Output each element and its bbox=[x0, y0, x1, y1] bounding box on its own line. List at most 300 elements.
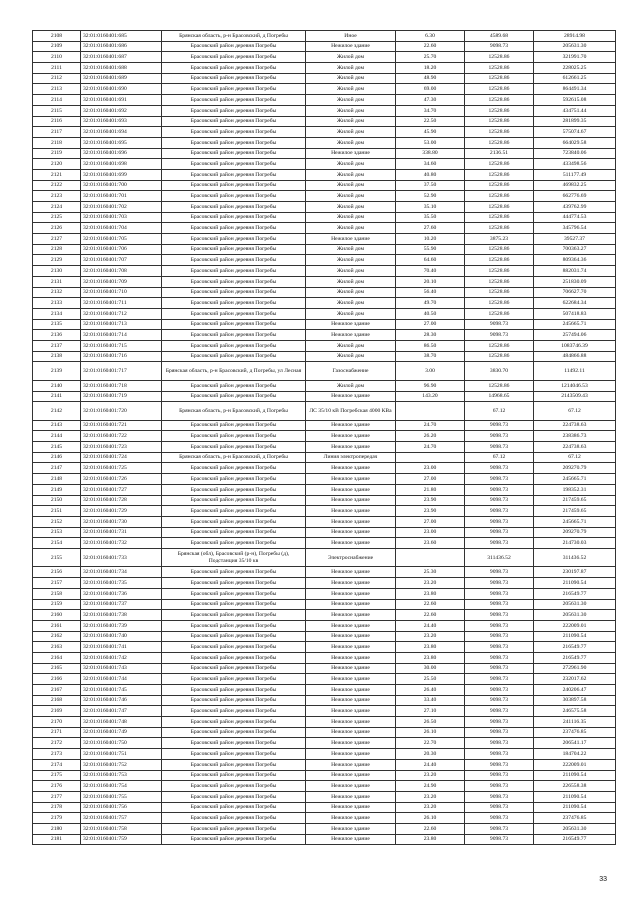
area-cell: 37.50 bbox=[396, 180, 465, 191]
address-cell: Брасовский район деревня Погребы bbox=[162, 298, 306, 309]
row-number-cell: 2169 bbox=[33, 706, 81, 717]
specific-value-cell: 9098.73 bbox=[465, 738, 534, 749]
specific-value-cell: 12528.86 bbox=[465, 73, 534, 84]
specific-value-cell: 9098.73 bbox=[465, 791, 534, 802]
cadastral-value-cell: 622684.34 bbox=[534, 298, 616, 309]
object-type-cell: Нежилое здание bbox=[306, 588, 396, 599]
address-cell: Брянская область, р-н Брасовский, д Погребы bbox=[162, 31, 306, 42]
area-cell: 24.70 bbox=[396, 442, 465, 453]
table-row bbox=[33, 234, 616, 245]
specific-value-cell: 12528.86 bbox=[465, 191, 534, 202]
object-type-cell: Жилой дом bbox=[306, 351, 396, 362]
address-cell: Брасовский район деревня Погребы bbox=[162, 802, 306, 813]
cadastral-number-cell: 32:01:0160401:694 bbox=[81, 127, 162, 138]
object-type-cell: Нежилое здание bbox=[306, 823, 396, 834]
object-type-cell: Жилой дом bbox=[306, 191, 396, 202]
table-row bbox=[33, 127, 616, 138]
address-cell: Брасовский район деревня Погребы bbox=[162, 588, 306, 599]
row-number-cell: 2152 bbox=[33, 516, 81, 527]
object-type-cell: Жилой дом bbox=[306, 223, 396, 234]
cadastral-value-cell: 251830.09 bbox=[534, 276, 616, 287]
table-row bbox=[33, 319, 616, 330]
address-cell: Брасовский район деревня Погребы bbox=[162, 695, 306, 706]
cadastral-number-cell: 32:01:0160401:746 bbox=[81, 695, 162, 706]
cadastral-value-cell: 205631.30 bbox=[534, 610, 616, 621]
specific-value-cell: 12528.86 bbox=[465, 202, 534, 213]
table-row bbox=[33, 31, 616, 42]
object-type-cell: Жилой дом bbox=[306, 202, 396, 213]
specific-value-cell: 12528.86 bbox=[465, 244, 534, 255]
specific-value-cell: 9098.73 bbox=[465, 663, 534, 674]
cadastral-number-cell: 32:01:0160401:710 bbox=[81, 287, 162, 298]
specific-value-cell: 12528.86 bbox=[465, 308, 534, 319]
address-cell: Брасовский район деревня Погребы bbox=[162, 578, 306, 589]
area-cell: 53.00 bbox=[396, 137, 465, 148]
area-cell: 26.20 bbox=[396, 431, 465, 442]
cadastral-number-cell: 32:01:0160401:717 bbox=[81, 362, 162, 381]
table-row bbox=[33, 202, 616, 213]
table-row bbox=[33, 474, 616, 485]
object-type-cell: Нежилое здание bbox=[306, 738, 396, 749]
row-number-cell: 2131 bbox=[33, 276, 81, 287]
table-row bbox=[33, 759, 616, 770]
specific-value-cell: 9098.73 bbox=[465, 631, 534, 642]
table-row bbox=[33, 212, 616, 223]
cadastral-value-cell: 211090.54 bbox=[534, 791, 616, 802]
specific-value-cell: 12528.86 bbox=[465, 95, 534, 106]
object-type-cell: Нежилое здание bbox=[306, 463, 396, 474]
cadastral-value-cell: 1214046.53 bbox=[534, 380, 616, 391]
object-type-cell: Нежилое здание bbox=[306, 727, 396, 738]
table-row bbox=[33, 380, 616, 391]
cadastral-value-cell: 257494.06 bbox=[534, 330, 616, 341]
object-type-cell: Иное bbox=[306, 31, 396, 42]
object-type-cell: Жилой дом bbox=[306, 105, 396, 116]
area-cell: 55.90 bbox=[396, 244, 465, 255]
cadastral-value-cell: 303897.58 bbox=[534, 695, 616, 706]
row-number-cell: 2112 bbox=[33, 73, 81, 84]
address-cell: Брасовский район деревня Погребы bbox=[162, 442, 306, 453]
cadastral-number-cell: 32:01:0160401:691 bbox=[81, 95, 162, 106]
area-cell: 23.00 bbox=[396, 527, 465, 538]
row-number-cell: 2126 bbox=[33, 223, 81, 234]
table-row bbox=[33, 362, 616, 381]
row-number-cell: 2180 bbox=[33, 823, 81, 834]
cadastral-number-cell: 32:01:0160401:701 bbox=[81, 191, 162, 202]
cadastral-number-cell: 32:01:0160401:738 bbox=[81, 610, 162, 621]
address-cell: Брасовский район деревня Погребы bbox=[162, 652, 306, 663]
address-cell: Брасовский район деревня Погребы bbox=[162, 137, 306, 148]
area-cell: 3.00 bbox=[396, 362, 465, 381]
table-row bbox=[33, 527, 616, 538]
cadastral-number-cell: 32:01:0160401:726 bbox=[81, 474, 162, 485]
address-cell: Брасовский район деревня Погребы bbox=[162, 73, 306, 84]
address-cell: Брасовский район деревня Погребы bbox=[162, 212, 306, 223]
table-row bbox=[33, 308, 616, 319]
cadastral-value-cell: 809364.36 bbox=[534, 255, 616, 266]
table-row bbox=[33, 578, 616, 589]
specific-value-cell: 12528.86 bbox=[465, 298, 534, 309]
specific-value-cell: 9098.73 bbox=[465, 674, 534, 685]
address-cell: Брянская область, р-н Брасовский, д Погребы bbox=[162, 402, 306, 421]
object-type-cell: Нежилое здание bbox=[306, 319, 396, 330]
row-number-cell: 2127 bbox=[33, 234, 81, 245]
cadastral-value-cell: 2143509.43 bbox=[534, 391, 616, 402]
area-cell: 23.80 bbox=[396, 652, 465, 663]
cadastral-value-cell: 507418.83 bbox=[534, 308, 616, 319]
specific-value-cell: 9098.73 bbox=[465, 610, 534, 621]
object-type-cell: Нежилое здание bbox=[306, 717, 396, 728]
cadastral-number-cell: 32:01:0160401:709 bbox=[81, 276, 162, 287]
area-cell: 28.30 bbox=[396, 330, 465, 341]
area-cell: 24.40 bbox=[396, 620, 465, 631]
address-cell: Брасовский район деревня Погребы bbox=[162, 223, 306, 234]
area-cell: 27.10 bbox=[396, 706, 465, 717]
cadastral-value-cell: 237476.85 bbox=[534, 813, 616, 824]
table-row bbox=[33, 330, 616, 341]
cadastral-value-cell: 217459.65 bbox=[534, 506, 616, 517]
row-number-cell: 2177 bbox=[33, 791, 81, 802]
table-row bbox=[33, 452, 616, 463]
cadastral-number-cell: 32:01:0160401:693 bbox=[81, 116, 162, 127]
row-number-cell: 2120 bbox=[33, 159, 81, 170]
specific-value-cell: 12528.86 bbox=[465, 287, 534, 298]
row-number-cell: 2123 bbox=[33, 191, 81, 202]
object-type-cell: Нежилое здание bbox=[306, 652, 396, 663]
specific-value-cell: 9098.73 bbox=[465, 41, 534, 52]
specific-value-cell: 12528.86 bbox=[465, 223, 534, 234]
row-number-cell: 2151 bbox=[33, 506, 81, 517]
address-cell: Брасовский район деревня Погребы bbox=[162, 84, 306, 95]
cadastral-number-cell: 32:01:0160401:719 bbox=[81, 391, 162, 402]
row-number-cell: 2168 bbox=[33, 695, 81, 706]
cadastral-number-cell: 32:01:0160401:758 bbox=[81, 823, 162, 834]
table-row bbox=[33, 137, 616, 148]
cadastral-value-cell: 211090.54 bbox=[534, 802, 616, 813]
row-number-cell: 2115 bbox=[33, 105, 81, 116]
table-row bbox=[33, 191, 616, 202]
object-type-cell: Нежилое здание bbox=[306, 813, 396, 824]
cadastral-number-cell: 32:01:0160401:747 bbox=[81, 706, 162, 717]
object-type-cell: Нежилое здание bbox=[306, 474, 396, 485]
address-cell: Брасовский район деревня Погребы bbox=[162, 180, 306, 191]
row-number-cell: 2149 bbox=[33, 484, 81, 495]
specific-value-cell: 12528.86 bbox=[465, 276, 534, 287]
specific-value-cell: 12528.86 bbox=[465, 169, 534, 180]
table-row bbox=[33, 516, 616, 527]
address-cell: Брасовский район деревня Погребы bbox=[162, 330, 306, 341]
address-cell: Брасовский район деревня Погребы bbox=[162, 431, 306, 442]
table-row bbox=[33, 463, 616, 474]
object-type-cell: Нежилое здание bbox=[306, 330, 396, 341]
cadastral-number-cell: 32:01:0160401:756 bbox=[81, 802, 162, 813]
table-row bbox=[33, 495, 616, 506]
cadastral-number-cell: 32:01:0160401:742 bbox=[81, 652, 162, 663]
cadastral-number-cell: 32:01:0160401:736 bbox=[81, 588, 162, 599]
area-cell: 22.60 bbox=[396, 610, 465, 621]
area-cell: 22.60 bbox=[396, 41, 465, 52]
object-type-cell: Нежилое здание bbox=[306, 834, 396, 845]
table-row bbox=[33, 148, 616, 159]
address-cell: Брасовский район деревня Погребы bbox=[162, 813, 306, 824]
cadastral-value-cell: 662776.69 bbox=[534, 191, 616, 202]
cadastral-value-cell: 211090.54 bbox=[534, 631, 616, 642]
table-row bbox=[33, 791, 616, 802]
row-number-cell: 2167 bbox=[33, 685, 81, 696]
object-type-cell: Жилой дом bbox=[306, 84, 396, 95]
cadastral-number-cell: 32:01:0160401:712 bbox=[81, 308, 162, 319]
address-cell: Брасовский район деревня Погребы bbox=[162, 599, 306, 610]
cadastral-number-cell: 32:01:0160401:735 bbox=[81, 578, 162, 589]
row-number-cell: 2161 bbox=[33, 620, 81, 631]
cadastral-number-cell: 32:01:0160401:753 bbox=[81, 770, 162, 781]
area-cell: 27.00 bbox=[396, 516, 465, 527]
area-cell: 38.70 bbox=[396, 351, 465, 362]
row-number-cell: 2171 bbox=[33, 727, 81, 738]
area-cell: 69.00 bbox=[396, 84, 465, 95]
address-cell: Брасовский район деревня Погребы bbox=[162, 727, 306, 738]
cadastral-value-cell: 511177.49 bbox=[534, 169, 616, 180]
cadastral-number-cell: 32:01:0160401:718 bbox=[81, 380, 162, 391]
address-cell: Брасовский район деревня Погребы bbox=[162, 463, 306, 474]
specific-value-cell: 12528.86 bbox=[465, 255, 534, 266]
object-type-cell: Нежилое здание bbox=[306, 234, 396, 245]
cadastral-number-cell: 32:01:0160401:724 bbox=[81, 452, 162, 463]
specific-value-cell: 9098.73 bbox=[465, 652, 534, 663]
specific-value-cell: 9098.73 bbox=[465, 749, 534, 760]
cadastral-value-cell: 39527.37 bbox=[534, 234, 616, 245]
table-row bbox=[33, 749, 616, 760]
cadastral-value-cell: 434751.44 bbox=[534, 105, 616, 116]
table-row bbox=[33, 276, 616, 287]
table-row bbox=[33, 84, 616, 95]
specific-value-cell: 9098.73 bbox=[465, 727, 534, 738]
table-row bbox=[33, 706, 616, 717]
object-type-cell: Жилой дом bbox=[306, 255, 396, 266]
specific-value-cell: 12528.86 bbox=[465, 180, 534, 191]
area-cell: 10.20 bbox=[396, 234, 465, 245]
address-cell: Брасовский район деревня Погребы bbox=[162, 823, 306, 834]
cadastral-number-cell: 32:01:0160401:752 bbox=[81, 759, 162, 770]
object-type-cell: Жилой дом bbox=[306, 212, 396, 223]
cadastral-value-cell: 245665.71 bbox=[534, 319, 616, 330]
cadastral-number-cell: 32:01:0160401:748 bbox=[81, 717, 162, 728]
area-cell: 34.70 bbox=[396, 105, 465, 116]
cadastral-value-cell: 28914.98 bbox=[534, 31, 616, 42]
cadastral-value-cell: 209270.79 bbox=[534, 527, 616, 538]
table-row bbox=[33, 402, 616, 421]
object-type-cell: Нежилое здание bbox=[306, 663, 396, 674]
table-row bbox=[33, 685, 616, 696]
cadastral-value-cell: 612661.25 bbox=[534, 73, 616, 84]
row-number-cell: 2153 bbox=[33, 527, 81, 538]
cadastral-number-cell: 32:01:0160401:750 bbox=[81, 738, 162, 749]
area-cell: 23.20 bbox=[396, 578, 465, 589]
table-row bbox=[33, 255, 616, 266]
cadastral-value-cell: 222009.01 bbox=[534, 620, 616, 631]
cadastral-number-cell: 32:01:0160401:711 bbox=[81, 298, 162, 309]
area-cell: 22.70 bbox=[396, 738, 465, 749]
object-type-cell: Нежилое здание bbox=[306, 642, 396, 653]
area-cell: 25.30 bbox=[396, 567, 465, 578]
table-row bbox=[33, 63, 616, 74]
specific-value-cell: 3875.23 bbox=[465, 234, 534, 245]
address-cell: Брасовский район деревня Погребы bbox=[162, 610, 306, 621]
table-row bbox=[33, 823, 616, 834]
cadastral-number-cell: 32:01:0160401:741 bbox=[81, 642, 162, 653]
address-cell: Брасовский район деревня Погребы bbox=[162, 255, 306, 266]
cadastral-number-cell: 32:01:0160401:732 bbox=[81, 538, 162, 549]
address-cell: Брасовский район деревня Погребы bbox=[162, 749, 306, 760]
table-row bbox=[33, 674, 616, 685]
cadastral-number-cell: 32:01:0160401:729 bbox=[81, 506, 162, 517]
area-cell: 22.60 bbox=[396, 823, 465, 834]
row-number-cell: 2143 bbox=[33, 420, 81, 431]
cadastral-value-cell: 246575.58 bbox=[534, 706, 616, 717]
table-row bbox=[33, 95, 616, 106]
address-cell: Брасовский район деревня Погребы bbox=[162, 484, 306, 495]
area-cell: 24.90 bbox=[396, 781, 465, 792]
area-cell: 64.60 bbox=[396, 255, 465, 266]
area-cell: 21.80 bbox=[396, 484, 465, 495]
area-cell: 56.40 bbox=[396, 287, 465, 298]
object-type-cell: Нежилое здание bbox=[306, 391, 396, 402]
specific-value-cell: 9098.73 bbox=[465, 717, 534, 728]
address-cell: Брасовский район деревня Погребы bbox=[162, 420, 306, 431]
table-row bbox=[33, 813, 616, 824]
row-number-cell: 2133 bbox=[33, 298, 81, 309]
specific-value-cell: 12528.86 bbox=[465, 63, 534, 74]
specific-value-cell: 9098.73 bbox=[465, 813, 534, 824]
object-type-cell: Нежилое здание bbox=[306, 599, 396, 610]
cadastral-value-cell: 216549.77 bbox=[534, 834, 616, 845]
document-page bbox=[32, 30, 615, 845]
cadastral-number-cell: 32:01:0160401:727 bbox=[81, 484, 162, 495]
row-number-cell: 2113 bbox=[33, 84, 81, 95]
row-number-cell: 2166 bbox=[33, 674, 81, 685]
cadastral-value-cell: 1083746.39 bbox=[534, 340, 616, 351]
cadastral-value-cell: 592615.08 bbox=[534, 95, 616, 106]
row-number-cell: 2175 bbox=[33, 770, 81, 781]
area-cell: 23.20 bbox=[396, 802, 465, 813]
address-cell: Брянская область, р-н Брасовский, д Погребы, ул Лесная bbox=[162, 362, 306, 381]
cadastral-number-cell: 32:01:0160401:749 bbox=[81, 727, 162, 738]
cadastral-value-cell: 469832.25 bbox=[534, 180, 616, 191]
area-cell: 24.70 bbox=[396, 420, 465, 431]
object-type-cell: Нежилое здание bbox=[306, 527, 396, 538]
address-cell: Брасовский район деревня Погребы bbox=[162, 234, 306, 245]
table-row bbox=[33, 781, 616, 792]
cadastral-value-cell: 224738.63 bbox=[534, 442, 616, 453]
row-number-cell: 2179 bbox=[33, 813, 81, 824]
address-cell: Брасовский район деревня Погребы bbox=[162, 148, 306, 159]
cadastral-value-cell: 67.12 bbox=[534, 452, 616, 463]
row-number-cell: 2128 bbox=[33, 244, 81, 255]
table-row bbox=[33, 287, 616, 298]
row-number-cell: 2116 bbox=[33, 116, 81, 127]
cadastral-number-cell: 32:01:0160401:692 bbox=[81, 105, 162, 116]
area-cell: 24.40 bbox=[396, 759, 465, 770]
specific-value-cell: 12528.86 bbox=[465, 52, 534, 63]
area-cell: 26.10 bbox=[396, 813, 465, 824]
object-type-cell: Жилой дом bbox=[306, 169, 396, 180]
area-cell: 20.30 bbox=[396, 749, 465, 760]
object-type-cell: Жилой дом bbox=[306, 137, 396, 148]
area-cell: 86.50 bbox=[396, 340, 465, 351]
area-cell: 26.50 bbox=[396, 717, 465, 728]
table-row bbox=[33, 52, 616, 63]
address-cell: Брасовский район деревня Погребы bbox=[162, 244, 306, 255]
area-cell: 23.90 bbox=[396, 506, 465, 517]
row-number-cell: 2109 bbox=[33, 41, 81, 52]
cadastral-number-cell: 32:01:0160401:744 bbox=[81, 674, 162, 685]
table-row bbox=[33, 169, 616, 180]
cadastral-number-cell: 32:01:0160401:707 bbox=[81, 255, 162, 266]
specific-value-cell: 12528.86 bbox=[465, 212, 534, 223]
object-type-cell: Жилой дом bbox=[306, 116, 396, 127]
object-type-cell: Электроснабжение bbox=[306, 548, 396, 567]
object-type-cell: Нежилое здание bbox=[306, 495, 396, 506]
cadastral-value-cell: 575074.67 bbox=[534, 127, 616, 138]
row-number-cell: 2144 bbox=[33, 431, 81, 442]
table-row bbox=[33, 727, 616, 738]
cadastral-value-cell: 216549.77 bbox=[534, 588, 616, 599]
table-row bbox=[33, 442, 616, 453]
specific-value-cell: 9098.73 bbox=[465, 420, 534, 431]
object-type-cell: Нежилое здание bbox=[306, 41, 396, 52]
cadastral-value-cell: 206541.17 bbox=[534, 738, 616, 749]
row-number-cell: 2142 bbox=[33, 402, 81, 421]
cadastral-value-cell: 882031.74 bbox=[534, 266, 616, 277]
row-number-cell: 2176 bbox=[33, 781, 81, 792]
cadastral-number-cell: 32:01:0160401:730 bbox=[81, 516, 162, 527]
address-cell: Брасовский район деревня Погребы bbox=[162, 738, 306, 749]
address-cell: Брасовский район деревня Погребы bbox=[162, 620, 306, 631]
address-cell: Брасовский район деревня Погребы bbox=[162, 642, 306, 653]
table-row bbox=[33, 567, 616, 578]
row-number-cell: 2134 bbox=[33, 308, 81, 319]
row-number-cell: 2111 bbox=[33, 63, 81, 74]
row-number-cell: 2174 bbox=[33, 759, 81, 770]
specific-value-cell: 12528.86 bbox=[465, 351, 534, 362]
specific-value-cell: 9098.73 bbox=[465, 834, 534, 845]
cadastral-value-cell: 706627.70 bbox=[534, 287, 616, 298]
cadastral-number-cell: 32:01:0160401:755 bbox=[81, 791, 162, 802]
cadastral-value-cell: 237476.85 bbox=[534, 727, 616, 738]
address-cell: Брасовский район деревня Погребы bbox=[162, 674, 306, 685]
object-type-cell: Нежилое здание bbox=[306, 148, 396, 159]
cadastral-number-cell: 32:01:0160401:740 bbox=[81, 631, 162, 642]
table-row bbox=[33, 652, 616, 663]
specific-value-cell: 12528.86 bbox=[465, 127, 534, 138]
address-cell: Брасовский район деревня Погребы bbox=[162, 717, 306, 728]
cadastral-value-cell: 205631.30 bbox=[534, 599, 616, 610]
cadastral-value-cell: 230197.87 bbox=[534, 567, 616, 578]
table-row bbox=[33, 538, 616, 549]
specific-value-cell: 12528.86 bbox=[465, 105, 534, 116]
specific-value-cell: 9098.73 bbox=[465, 802, 534, 813]
object-type-cell: Жилой дом bbox=[306, 63, 396, 74]
address-cell: Брянская область, р-н Брасовский, д Погребы bbox=[162, 452, 306, 463]
area-cell: 27.00 bbox=[396, 474, 465, 485]
table-row bbox=[33, 180, 616, 191]
row-number-cell: 2163 bbox=[33, 642, 81, 653]
table-row bbox=[33, 802, 616, 813]
table-row bbox=[33, 298, 616, 309]
address-cell: Брасовский район деревня Погребы bbox=[162, 516, 306, 527]
row-number-cell: 2159 bbox=[33, 599, 81, 610]
row-number-cell: 2164 bbox=[33, 652, 81, 663]
